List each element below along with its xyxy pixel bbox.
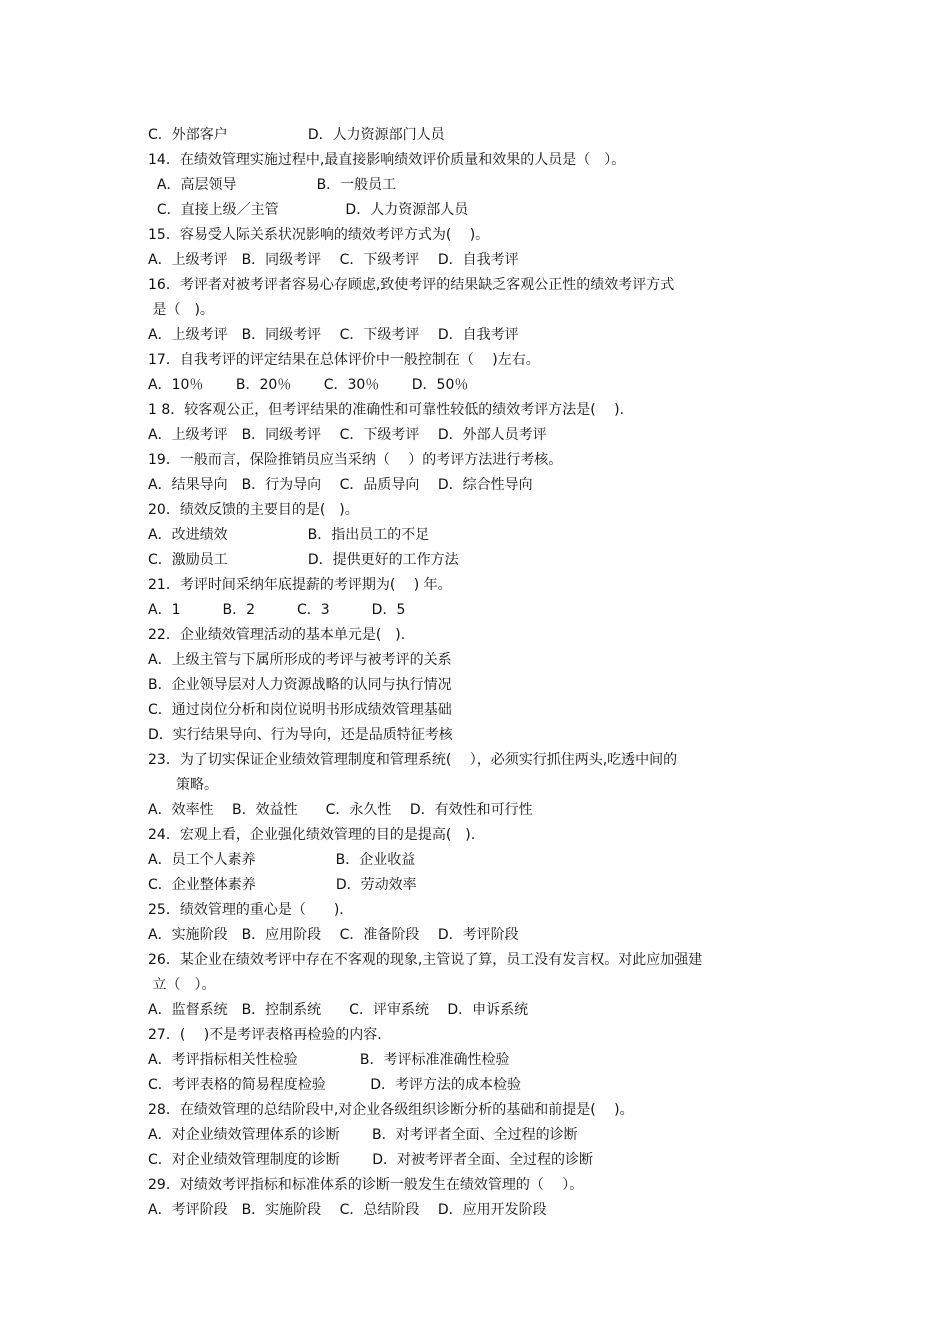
text-line: A．实施阶段 B．应用阶段 C．准备阶段 D．考评阶段 [148, 927, 519, 943]
question-27: 27．( )不是考评表格再检验的内容. [148, 1027, 382, 1043]
text-line: A．考评阶段 B．实施阶段 C．总结阶段 D．应用开发阶段 [148, 1202, 547, 1218]
question-19: 19．一般而言，保险推销员应当采纳（ ）的考评方法进行考核。 [148, 452, 563, 468]
text-line: C．企业整体素养 D．劳动效率 [148, 877, 417, 893]
text-line: A．监督系统 B．控制系统 C．评审系统 D．申诉系统 [148, 1002, 529, 1018]
question-20: 20．绩效反馈的主要目的是( )。 [148, 502, 359, 518]
question-22: 22．企业绩效管理活动的基本单元是( ). [148, 627, 406, 643]
question-24: 24．宏观上看，企业强化绩效管理的目的是提高( ). [148, 827, 476, 843]
text-line: A．上级考评 B．同级考评 C．下级考评 D．外部人员考评 [148, 427, 547, 443]
text-line: C．外部客户 D．人力资源部门人员 [148, 127, 445, 143]
text-line: A．效率性 B．效益性 C．永久性 D．有效性和可行性 [148, 802, 533, 818]
text-line: A．1 B．2 C．3 D．5 [148, 602, 406, 618]
text-line: A．员工个人素养 B．企业收益 [148, 852, 416, 868]
text-line: C．直接上级／主管 D．人力资源部人员 [148, 202, 469, 218]
question-17: 17．自我考评的评定结果在总体评价中一般控制在（ )左右。 [148, 352, 540, 368]
question-18: 1 8．较客观公正，但考评结果的准确性和可靠性较低的绩效考评方法是( ). [148, 402, 625, 418]
text-line: C．激励员工 D．提供更好的工作方法 [148, 552, 459, 568]
text-line: B．企业领导层对人力资源战略的认同与执行情况 [148, 677, 452, 693]
text-line: A．上级考评 B．同级考评 C．下级考评 D．自我考评 [148, 252, 519, 268]
text-line: A．改进绩效 B．指出员工的不足 [148, 527, 430, 543]
text-line: A．考评指标相关性检验 B．考评标准准确性检验 [148, 1052, 510, 1068]
text-line: 是（ )。 [148, 302, 214, 318]
text-line: C．对企业绩效管理制度的诊断 D．对被考评者全面、全过程的诊断 [148, 1152, 594, 1168]
question-28: 28．在绩效管理的总结阶段中,对企业各级组织诊断分析的基础和前提是( )。 [148, 1102, 634, 1118]
question-29: 29．对绩效考评指标和标准体系的诊断一般发生在绩效管理的（ ）。 [148, 1177, 584, 1193]
text-line: 立（ ）。 [148, 977, 216, 993]
text-line: A．结果导向 B．行为导向 C．品质导向 D．综合性导向 [148, 477, 533, 493]
text-line: A．上级考评 B．同级考评 C．下级考评 D．自我考评 [148, 327, 519, 343]
question-23: 23．为了切实保证企业绩效管理制度和管理系统( ），必须实行抓住两头,吃透中间的 [148, 752, 678, 768]
text-line: A．高层领导 B．一般员工 [148, 177, 397, 193]
text-line: C．考评表格的简易程度检验 D．考评方法的成本检验 [148, 1077, 522, 1093]
question-14: 14．在绩效管理实施过程中,最直接影响绩效评价质量和效果的人员是（ ）。 [148, 152, 626, 168]
text-line: A．对企业绩效管理体系的诊断 B．对考评者全面、全过程的诊断 [148, 1127, 578, 1143]
text-line: 策略。 [148, 777, 218, 793]
text-line: A．10％ B．20％ C．30％ D．50％ [148, 377, 469, 393]
text-line: C．通过岗位分析和岗位说明书形成绩效管理基础 [148, 702, 452, 718]
text-line: D．实行结果导向、行为导向，还是品质特征考核 [148, 727, 453, 743]
question-16: 16．考评者对被考评者容易心存顾虑,致使考评的结果缺乏客观公正性的绩效考评方式 [148, 277, 675, 293]
question-21: 21．考评时间采纳年底提薪的考评期为( ) 年。 [148, 577, 452, 593]
question-26: 26．某企业在绩效考评中存在不客观的现象,主管说了算，员工没有发言权。对此应加强建 [148, 952, 703, 968]
question-25: 25．绩效管理的重心是（ ). [148, 902, 344, 918]
text-line: A．上级主管与下属所形成的考评与被考评的关系 [148, 652, 452, 668]
question-15: 15．容易受人际关系状况影响的绩效考评方式为( )。 [148, 227, 490, 243]
